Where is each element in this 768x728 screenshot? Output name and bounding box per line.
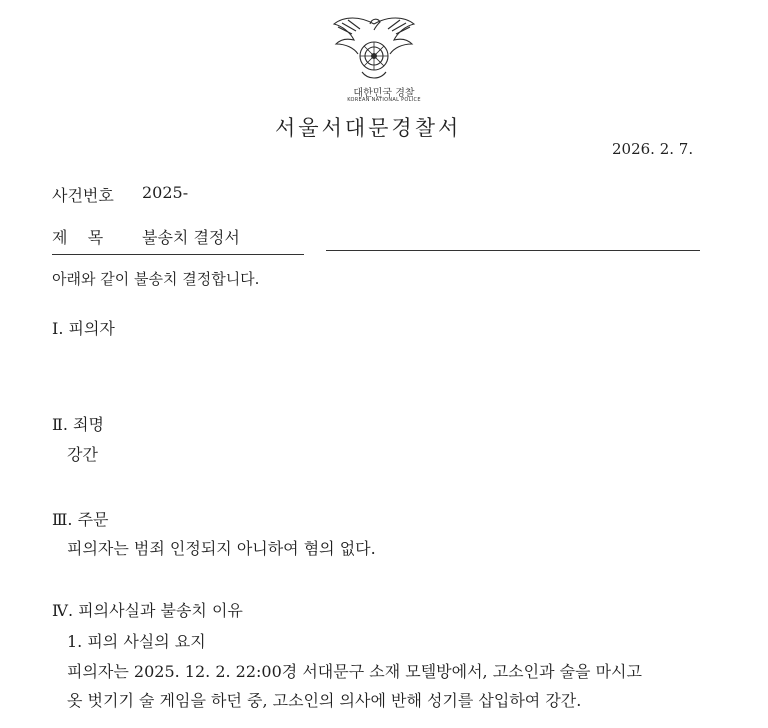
section-charge-heading: Ⅱ. 죄명	[52, 415, 104, 434]
order-value: 피의자는 범죄 인정되지 아니하여 혐의 없다.	[67, 539, 376, 558]
intro-text: 아래와 같이 불송치 결정합니다.	[52, 270, 260, 288]
org-name-english: KOREAN NATIONAL POLICE	[347, 97, 421, 103]
subject-underline-left	[52, 254, 304, 255]
reason-line-1: 피의자는 2025. 12. 2. 22:00경 서대문구 소재 모텔방에서, 고소인과 술을 마시고	[67, 662, 642, 681]
subject-underline-right	[326, 250, 700, 251]
station-name: 서울서대문경찰서	[275, 116, 462, 140]
police-eagle-emblem-icon	[330, 14, 418, 84]
reason-subheading: 1. 피의 사실의 요지	[67, 632, 206, 651]
charge-value: 강간	[67, 445, 98, 464]
case-number-label: 사건번호	[52, 186, 114, 205]
case-number-value: 2025-	[142, 183, 189, 202]
subject-value: 불송치 결정서	[142, 228, 240, 247]
section-reason-heading: Ⅳ. 피의사실과 불송치 이유	[52, 601, 243, 620]
reason-line-2: 옷 벗기기 술 게임을 하던 중, 고소인의 의사에 반해 성기를 삽입하여 강간.	[67, 691, 582, 710]
section-order-heading: Ⅲ. 주문	[52, 510, 109, 529]
document-date: 2026. 2. 7.	[612, 140, 694, 158]
subject-label: 제 목	[52, 228, 104, 247]
section-suspect-heading: Ⅰ. 피의자	[52, 319, 115, 338]
org-name-korean: 대한민국 경찰	[353, 88, 415, 99]
